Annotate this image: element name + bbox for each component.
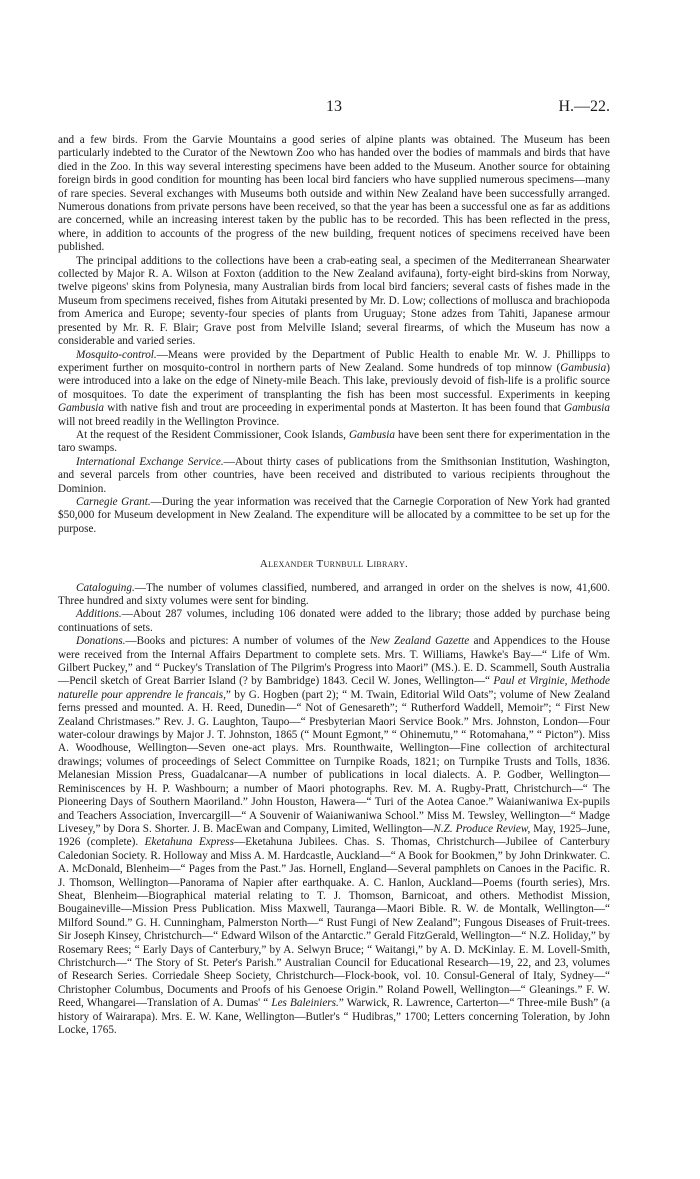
subheading: Cataloguing. — [76, 581, 135, 594]
species-name: Gambusia — [564, 402, 610, 415]
page-header — [58, 98, 610, 118]
museum-paragraph — [58, 429, 610, 456]
museum-paragraph: and a few birds. From the Garvie Mountains a good series of alpine plants was obtained. The Museum has been particularly indebted to the Curator of the Newtown Zoo who has handed over the bodies of mammals and birds that have died in the Zoo. In this way several interesting specimens have been added to the Museum. Another source for obtaining foreign birds in good condition for mounting has been local bird fanciers who have supplied numerous specimens—many of rare species. Several exchanges with Museums both outside and within New Zealand have been successfully arranged. Numerous donations from private persons have been received, so that the year has been a successful one as far as additions are concerned, while an increasing interest taken by the public has to be recorded. This has been reflected in the press, where, in addition to accounts of the progress of the new building, frequent notices of specimens received have been published. — [58, 134, 610, 254]
species-name: Gambusia — [348, 428, 395, 441]
subheading: Carnegie Grant. — [76, 495, 151, 508]
text-run: —Eketahuna Jubilees. Chas. S. Thomas, Christchurch—Jubilee of Canterbury Caledonian Society. R. Holloway and Miss A. M. Hardcastle, Auckland—“ A Book for Bookmen,” by John Drinkwater. C. A. McDonald, Blenheim—“ Pages from the Past.” Jas. Hornell, England—Several pamphlets on Canoes in the Pacific. R. J. Thomson, Wellington—Panorama of Napier after earthquake. A. C. Hanlon, Auckland—Poems (fourth series), Mrs. Sheat, Blenheim—Biographical material relating to T. J. Thomson, Barnicoat, and others. Methodist Mission, Bougaineville—Mission Press Publication. Miss Maxwell, Tauranga—Maori Bible. R. W. de Montalk, Wellington—“ Milford Sound.” G. H. Cunningham, Palmerston North—“ Rust Fungi of New Zealand”; Fungous Diseases of Fruit-trees. Sir Joseph Kinsey, Christchurch—“ Edward Wilson of the Antarctic.” Gerald FitzGerald, Wellington—“ N.Z. Holiday,” by Rosemary Rees; “ Early Days of Canterbury,” by A. Selwyn Bruce; “ Waitangi,” by A. D. McKinlay. E. M. Lovell-Smith, Christchurch—“ The Story of St. Peter's Parish.” Australian Council for Educational Research—19, 22, and 23, volumes of Research Series. Corriedale Sheep Society, Christchurch—Flock-book, vol. 10. Consul-General of Italy, Sydney—“ Christopher Columbus, Documents and Proofs of his Genoese Origin.” Roland Powell, Wellington—“ Gleanings.” F. W. Reed, Whangarei—Translation of A. Dumas' “ — [58, 836, 610, 1010]
subheading: International Exchange Service. — [76, 455, 224, 468]
text-run: ) were introduced into a lake on the edge of Ninety-mile Beach. This lake, previously devoid of fish-life is a prolific source of mosquitoes. To date the experiment of transplanting the fish has been most successful. Experiments in keeping — [58, 361, 610, 401]
text-run: ” Warwick, R. Lawrence, Carterton—“ Three-mile Bush” (a history of Wairarapa). Mrs. E. W. Kane, Wellington—Butler's “ Hudibras,” 1700; Letters concerning Toleration, by John Locke, 1765. — [58, 997, 610, 1036]
subheading: Donations. — [76, 635, 126, 648]
publication-title: Eketahuna Express — [144, 836, 235, 849]
publication-title: Les Baleiniers. — [271, 997, 339, 1010]
text-run: ” by G. Hogben (part 2); “ M. Twain, Editorial Wild Oats”; volume of New Zealand ferns pressed and mounted. A. H. Reed, Dunedin—“ Not of Genesareth”; “ Rutherford Waddell, Memoir”; “ First New Zealand Christmases.” Rev. J. G. Laughton, Taupo—“ Presbyterian Maori Service Book.” Mrs. Johnston, London—Four water-colour drawings by Major J. T. Johnston, 1865 (“ Mount Egmont,” “ Ohinemutu,” “ Rotomahana,” “ Picton”). Miss A. Woodhouse, Wellington—Seven one-act plays. Mrs. Rounthwaite, Wellington—Fine collection of architectural drawings; volumes of proceedings of Select Committee on Turnpike Roads, 1821; on Turnpike Trusts and Tolls, 1836. Melanesian Mission Press, Guadalcanar—A number of publications in local dialects. A. P. Godber, Wellington—Reminiscences by H. P. Washbourn; a number of Maori photographs. Rev. M. A. Rugby-Pratt, Christchurch—“ The Pioneering Days of Southern Maoriland.” John Houston, Hawera—“ Turi of the Aotea Canoe.” Waianiwaniwa Ex-pupils and Teachers Association, Invercargill—“ A Souvenir of Waianiwaniwa School.” Miss M. Tewsley, Wellington—“ Madge Livesey,” by Dora S. Shorter. J. B. MacEwan and Company, Limited, Wellington— — [58, 688, 610, 835]
museum-paragraph — [58, 349, 610, 429]
text-run: —About thirty cases of publications from the Smithsonian Institution, Washington, and several parcels from other countries, have been received and distributed to various recipients throughout the Dominion. — [58, 455, 610, 495]
text-run: —About 287 volumes, including 106 donated were added to the library; those added by purchase being continuations of sets. — [58, 608, 610, 634]
species-name: Gambusia — [560, 361, 607, 374]
text-run: —Means were provided by the Department of Public Health to enable Mr. W. J. Phillipps to experiment further on mosquito-control in northern parts of New Zealand. Some hundreds of top minnow ( — [58, 348, 610, 374]
museum-paragraph: The principal additions to the collections have been a crab-eating seal, a specimen of the Mediterranean Shearwater collected by Major R. A. Wilson at Foxton (addition to the New Zealand avifauna), forty-eight bird-skins from Norway, twelve pigeons' skins from Polynesia, many Australian birds from local bird fanciers; several casts of fishes made in the Museum from specimens received, fishes from Aitutaki presented by Mr. D. Low; collections of mollusca and brachiopoda from America and Europe; seventy-four species of plants from Uruguay; Stone adzes from Tahiti, Japanese armour presented by Mr. R. F. Blair; Grave post from Melville Island; several firearms, of which the Museum has now a considerable and varied series. — [58, 254, 610, 348]
publication-title: N.Z. Produce Review, — [433, 822, 531, 835]
library-paragraph — [58, 608, 610, 635]
subheading: Additions. — [76, 608, 122, 621]
text-run: May, 1925–June, 1926 (complete). — [58, 822, 610, 849]
library-paragraph — [58, 582, 610, 609]
subheading: Mosquito-control. — [76, 348, 157, 361]
museum-paragraph — [58, 496, 610, 536]
text-run: At the request of the Resident Commissioner, Cook Islands, — [76, 428, 349, 441]
library-paragraph — [58, 635, 610, 1037]
text-run: —Books and pictures: A number of volumes of the — [125, 635, 370, 648]
publication-title: Paul et Virginie, Methode naturelle pour apprendre le francais, — [58, 675, 610, 701]
species-name: Gambusia — [58, 402, 104, 415]
text-run: have been sent there for experimentation in the taro swamps. — [58, 428, 610, 455]
body-text — [58, 134, 610, 1037]
publication-title: New Zealand Gazette — [369, 635, 470, 648]
section-heading: Alexander Turnbull Library. — [259, 558, 409, 571]
document-reference: H.—22. — [558, 98, 610, 115]
page-number: 13 — [326, 98, 342, 115]
text-run: —During the year information was received that the Carnegie Corporation of New York had granted $50,000 for Museum development in New Zealand. The expenditure will be allocated by a committee to be set up for the purpose. — [58, 495, 610, 535]
museum-paragraph — [58, 456, 610, 496]
text-run: will not breed readily in the Wellington Province. — [58, 415, 280, 428]
text-run: —The number of volumes classified, numbered, and arranged in order on the shelves is now, 41,600. Three hundred and sixty volumes were sent for binding. — [58, 581, 610, 607]
text-run: with native fish and trout are proceeding in experimental ponds at Masterton. It has been found that — [104, 402, 564, 415]
text-run: and Appendices to the House were received from the Internal Affairs Department to complete sets. Mrs. T. Williams, Hawke's Bay—“ Life of Wm. Gilbert Puckey,” and “ Puckey's Translation of The Pilgrim's Progress into Maori” (MS.). E. D. Scammell, South Australia—Pencil sketch of Great Barrier Island (? by Bambridge) 1843. Cecil W. Jones, Wellington—“ — [58, 635, 610, 688]
